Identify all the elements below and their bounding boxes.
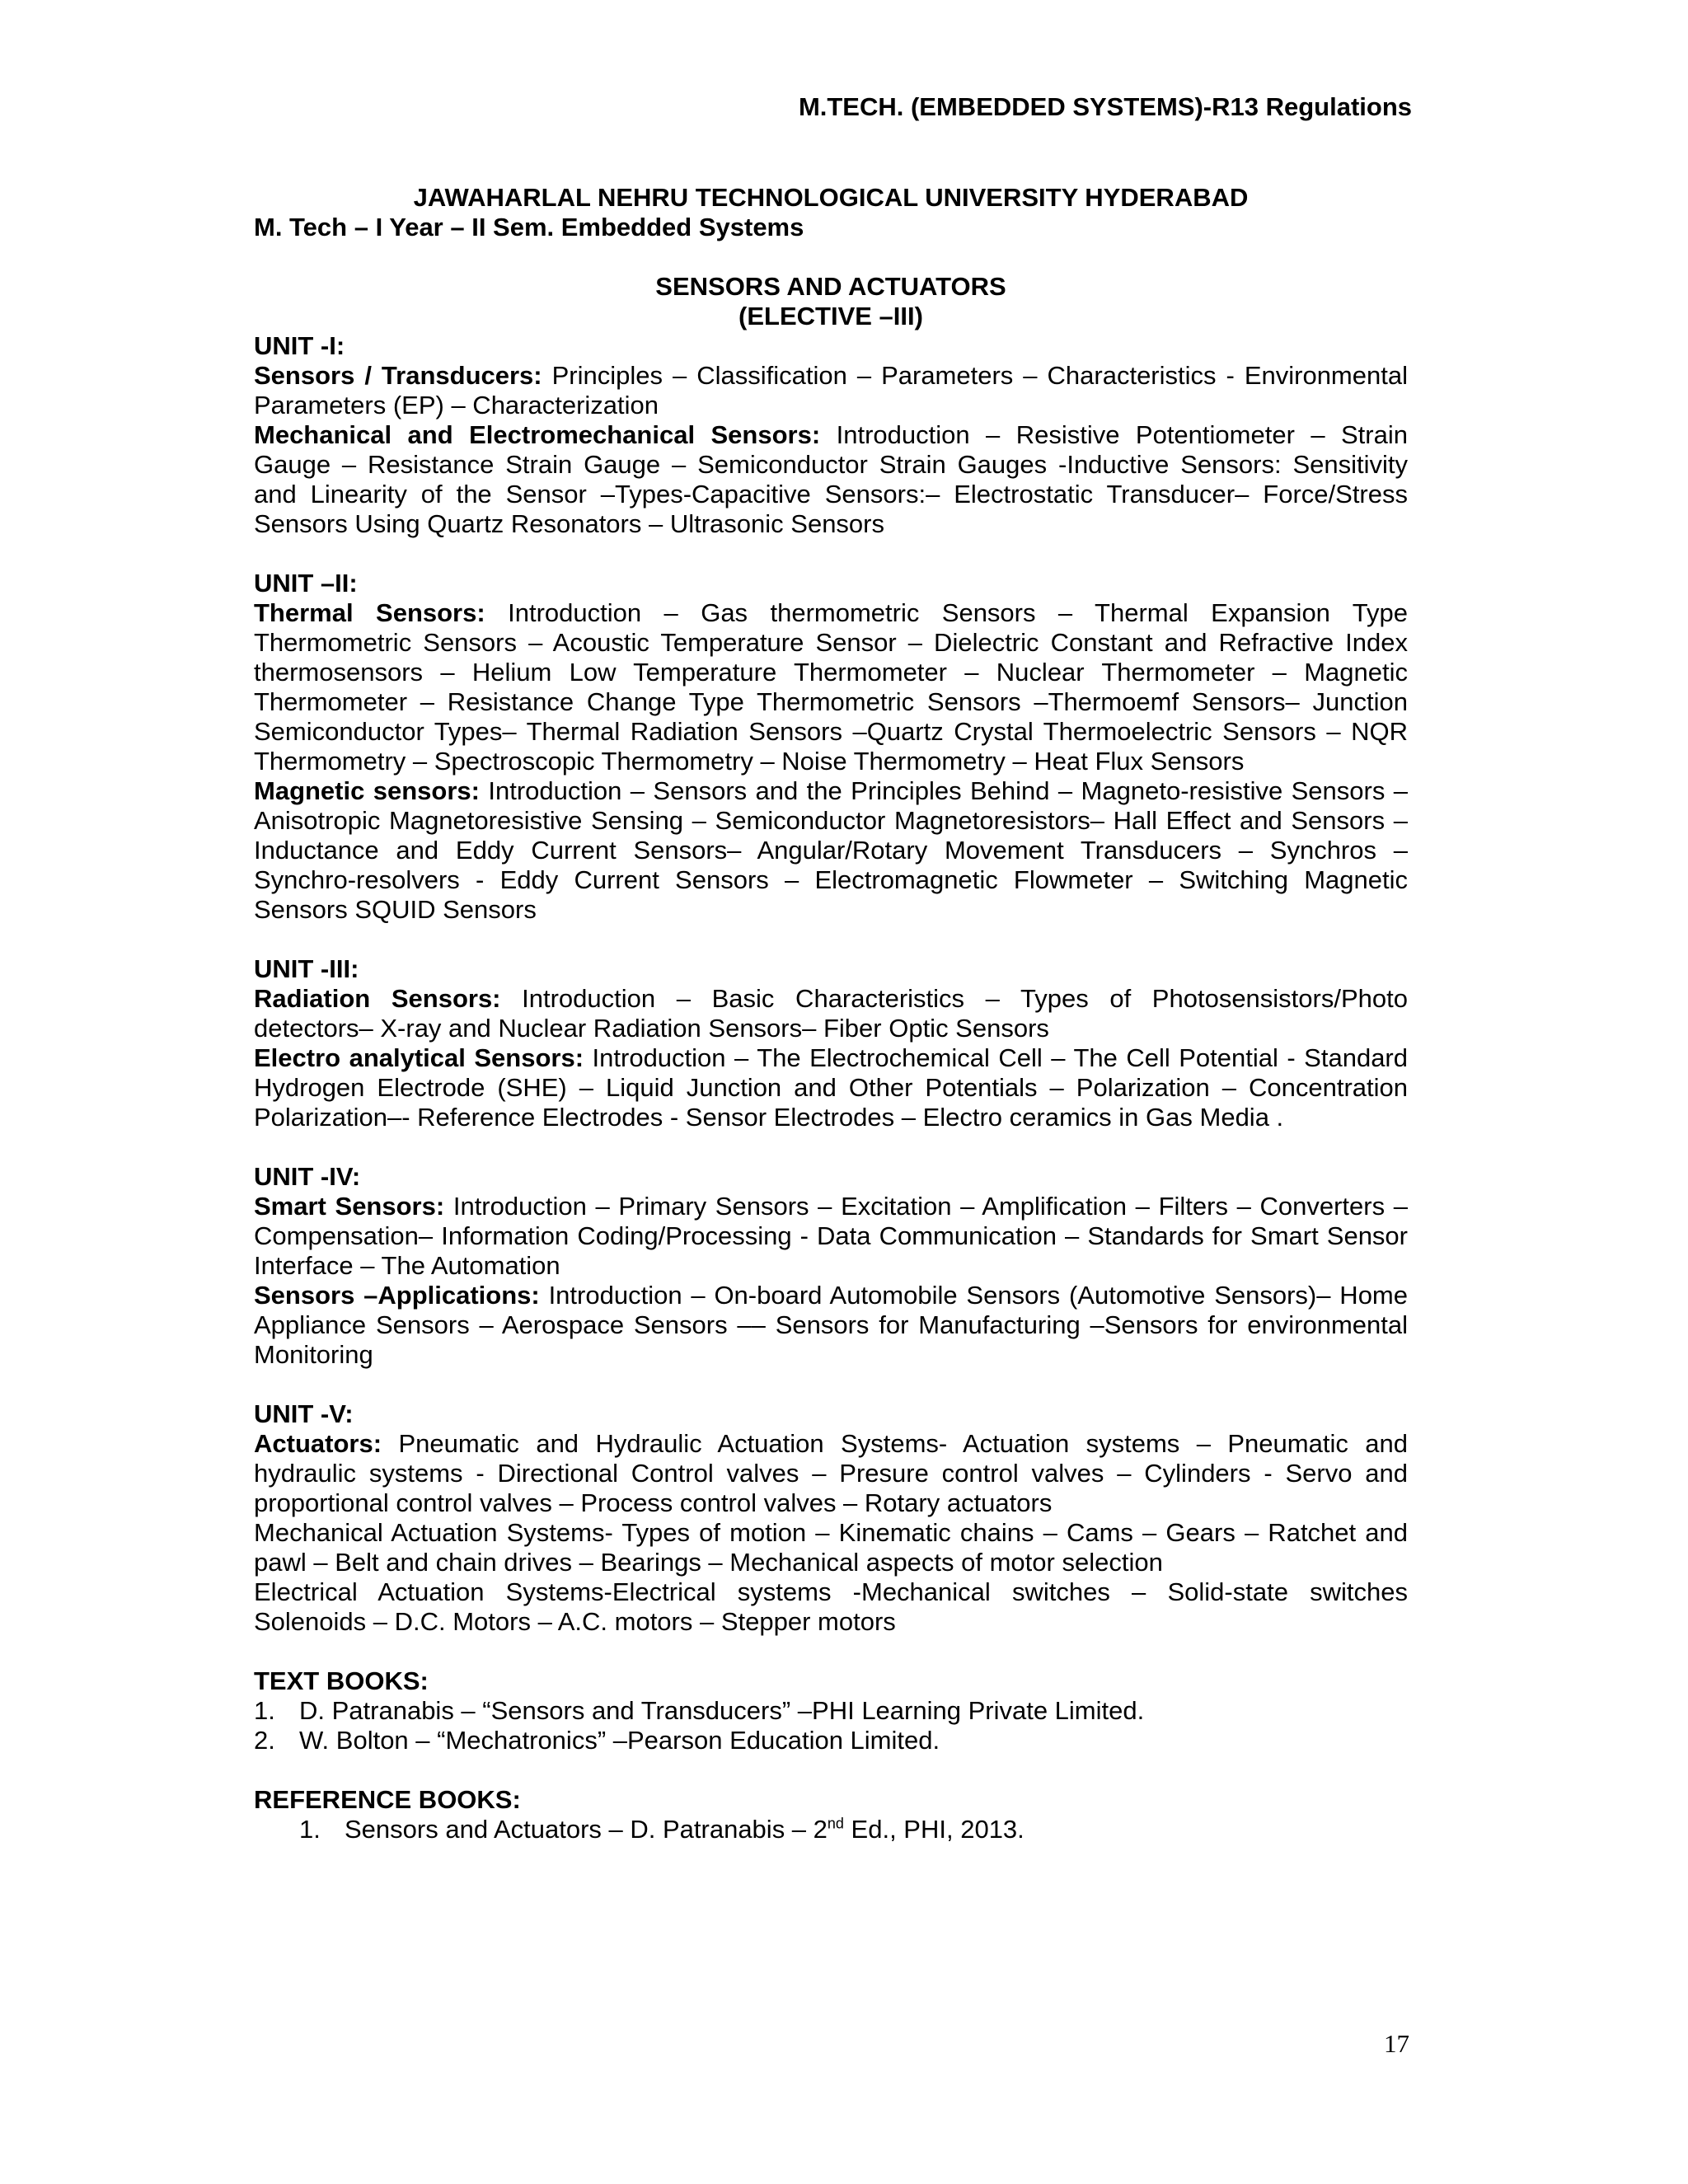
- unit-section: [254, 1162, 1408, 1370]
- unit-section: [254, 331, 1408, 539]
- unit-heading: UNIT -III:: [254, 954, 359, 983]
- unit-paragraph: Electro analytical Sensors: Introduction – The Electrochemical Cell – The Cell Potential - Standard Hydrogen Electrode (SHE) – Liquid Junction and Other Potentials – Polarization – Concentration Polarization–- Reference Electrodes - Sensor Electrodes – Electro ceramics in Gas Media .: [254, 1043, 1409, 1132]
- unit-heading: UNIT -V:: [254, 1399, 354, 1428]
- course-line: M. Tech – I Year – II Sem. Embedded Systems: [254, 213, 804, 241]
- unit-paragraph: Sensors –Applications: Introduction – On-board Automobile Sensors (Automotive Sensors)– Home Appliance Sensors – Aerospace Sensors –– Sensors for Manufacturing –Sensors for environmental Monitoring: [254, 1281, 1408, 1369]
- unit-paragraph: Mechanical Actuation Systems- Types of motion – Kinematic chains – Cams – Gears – Ratchet and pawl – Belt and chain drives – Bearings – Mechanical aspects of motor selection: [254, 1518, 1408, 1577]
- page-number: 17: [1384, 2029, 1409, 2058]
- text-books-heading: TEXT BOOKS:: [254, 1666, 429, 1695]
- unit-heading: UNIT -I:: [254, 331, 345, 360]
- text-books-list: [254, 1696, 1408, 1755]
- reference-books-list: [254, 1815, 1408, 1844]
- unit-paragraph: Smart Sensors: Introduction – Primary Sensors – Excitation – Amplification – Filters – Converters – Compensation– Information Coding/Processing - Data Communication – Standards for Smart Sensor Interface – The Automation: [254, 1192, 1409, 1280]
- page-content: [254, 183, 1408, 1844]
- unit-paragraph: Thermal Sensors: Introduction – Gas thermometric Sensors – Thermal Expansion Type Thermometric Sensors – Acoustic Temperature Sensor – Dielectric Constant and Refractive Index thermosensors – Helium Low Temperature Thermometer – Nuclear Thermometer – Magnetic Thermometer – Resistance Change Type Thermometric Sensors –Thermoemf Sensors– Junction Semiconductor Types– Thermal Radiation Sensors –Quartz Crystal Thermoelectric Sensors – NQR Thermometry – Spectroscopic Thermometry – Noise Thermometry – Heat Flux Sensors: [254, 598, 1408, 776]
- unit-paragraph: Magnetic sensors: Introduction – Sensors and the Principles Behind – Magneto-resistive Sensors – Anisotropic Magnetoresistive Sensing – Semiconductor Magnetoresistors– Hall Effect and Sensors – Inductance and Eddy Current Sensors– Angular/Rotary Movement Transducers – Synchros – Synchro-resolvers - Eddy Current Sensors – Electromagnetic Flowmeter – Switching Magnetic Sensors SQUID Sensors: [254, 776, 1408, 924]
- unit-paragraph: Mechanical and Electromechanical Sensors: Introduction – Resistive Potentiometer – Strain Gauge – Resistance Strain Gauge – Semiconductor Strain Gauges -Inductive Sensors: Sensitivity and Linearity of the Sensor –Types-Capacitive Sensors:– Electrostatic Transducer– Force/Stress Sensors Using Quartz Resonators – Ultrasonic Sensors: [254, 420, 1408, 538]
- unit-paragraph: Radiation Sensors: Introduction – Basic Characteristics – Types of Photosensistors/Photo detectors– X-ray and Nuclear Radiation Sensors– Fiber Optic Sensors: [254, 984, 1408, 1043]
- regulation-header: M.TECH. (EMBEDDED SYSTEMS)-R13 Regulations: [798, 92, 1412, 121]
- unit-paragraph: Actuators: Pneumatic and Hydraulic Actuation Systems- Actuation systems – Pneumatic and hydraulic systems - Directional Control valves – Presure control valves – Cylinders - Servo and proportional control valves – Process control valves – Rotary actuators: [254, 1429, 1408, 1517]
- list-item: 1. Sensors and Actuators – D. Patranabis – 2nd Ed., PHI, 2013.: [299, 1815, 1025, 1844]
- list-item: 2. W. Bolton – “Mechatronics” –Pearson Education Limited.: [254, 1726, 940, 1755]
- unit-heading: UNIT –II:: [254, 569, 358, 598]
- subject-title: SENSORS AND ACTUATORS: [655, 272, 1006, 301]
- elective-label: (ELECTIVE –III): [738, 302, 923, 330]
- unit-paragraph: Sensors / Transducers: Principles – Classification – Parameters – Characteristics - Environmental Parameters (EP) – Characterization: [254, 361, 1408, 419]
- reference-books-heading: REFERENCE BOOKS:: [254, 1785, 521, 1814]
- unit-section: [254, 954, 1408, 1132]
- unit-paragraph: Electrical Actuation Systems-Electrical systems -Mechanical switches – Solid-state switches Solenoids – D.C. Motors – A.C. motors – Stepper motors: [254, 1577, 1408, 1636]
- university-title: JAWAHARLAL NEHRU TECHNOLOGICAL UNIVERSITY HYDERABAD: [413, 183, 1249, 212]
- text-books-section: [254, 1666, 1408, 1755]
- reference-books-section: [254, 1785, 1408, 1844]
- list-item: 1. D. Patranabis – “Sensors and Transducers” –PHI Learning Private Limited.: [254, 1696, 1145, 1725]
- unit-section: [254, 569, 1408, 925]
- unit-heading: UNIT -IV:: [254, 1162, 361, 1191]
- unit-section: [254, 1399, 1408, 1637]
